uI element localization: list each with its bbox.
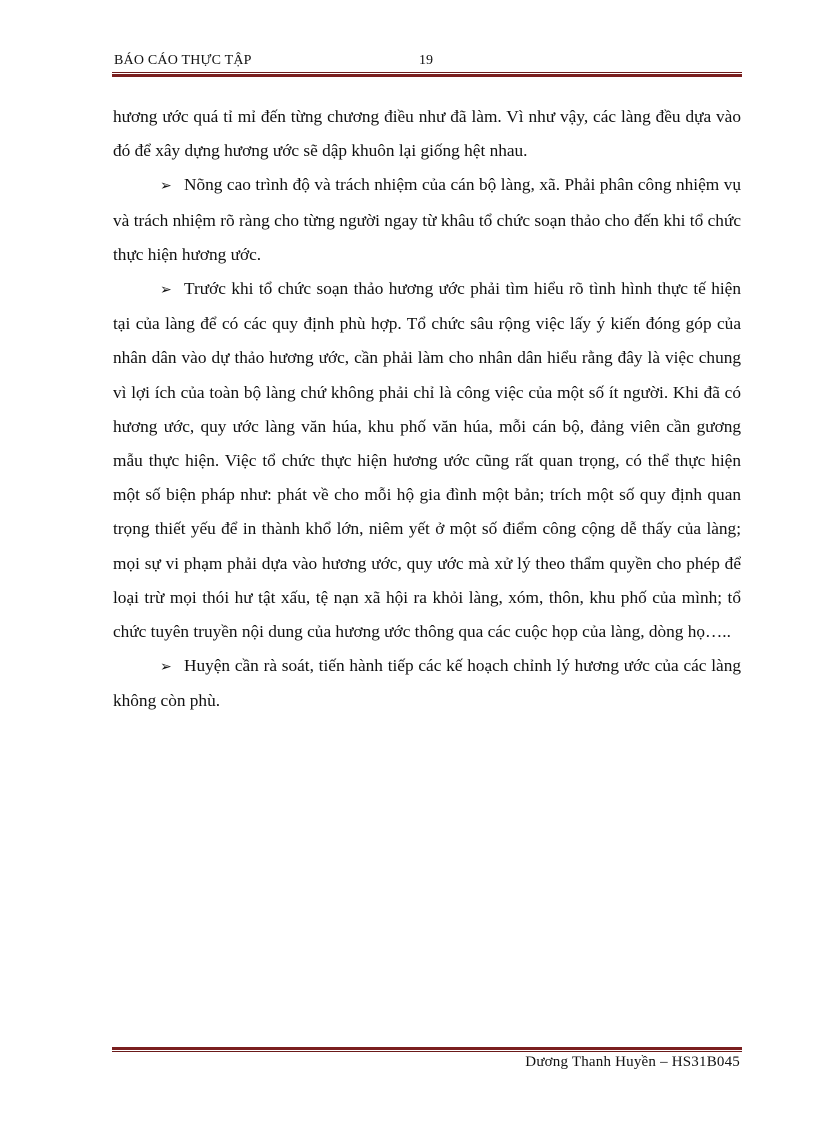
bullet-text: Nõng cao trình độ và trách nhiệm của cán bộ làng, xã. Phải phân công nhiệm vụ và trách nhiệm rõ ràng cho từng người ngay từ khâu tổ chức soạn thảo cho đến khi tổ chức thực hiện hương ước. [113,175,741,264]
bullet-paragraph-review [113,649,741,718]
footer-author: Dương Thanh Huyền – HS31B045 [525,1054,740,1070]
paragraph-continuation: hương ước quá tỉ mỉ đến từng chương điều như đã làm. Vì như vậy, các làng đều dựa vào đó để xây dựng hương ước sẽ dập khuôn lại giống hệt nhau. [113,107,741,161]
bullet-text: Huyện cần rà soát, tiến hành tiếp các kế hoạch chỉnh lý hương ước của các làng không còn phù. [113,656,741,711]
page-header [112,50,742,72]
bullet-paragraph-drafting [113,272,741,649]
bullet-text: Trước khi tổ chức soạn thảo hương ước phải tìm hiểu rõ tình hình thực tế hiện tại của làng để có các quy định phù hợp. Tổ chức sâu rộng việc lấy ý kiến đóng góp của nhân dân vào dự thảo hương ước, cần phải làm cho nhân dân hiểu rằng đây là việc chung vì lợi ích của toàn bộ làng chứ không phải chỉ là công việc của một số ít người. Khi đã có hương ước, quy ước làng văn húa, khu phố văn húa, mỗi cán bộ, đảng viên cần gương mẫu thực hiện. Việc tổ chức thực hiện hương ước cũng rất quan trọng, có thể thực hiện một số biện pháp như: phát về cho mỗi hộ gia đình một bản; trích một số quy định quan trọng thiết yếu để in thành khổ lớn, niêm yết ở một số điểm công cộng dễ thấy của làng; mọi sự vi phạm phải dựa vào hương ước, quy ước mà xử lý theo thẩm quyền cho phép để loại trừ mọi thói hư tật xấu, tệ nạn xã hội ra khỏi làng, xóm, thôn, khu phố của mình; tổ chức tuyên truyền nội dung của hương ước thông qua các cuộc họp của làng, dòng họ….. [113,279,741,642]
page-number: 19 [419,53,433,68]
document-body [113,100,741,719]
report-title: BÁO CÁO THỰC TẬP [114,53,252,68]
footer-divider [112,1047,742,1052]
header-divider [112,72,742,77]
arrowhead-bullet-icon: ➢ [160,659,172,676]
arrowhead-bullet-icon: ➢ [160,282,172,299]
arrowhead-bullet-icon: ➢ [160,178,172,195]
bullet-paragraph-training [113,168,741,272]
